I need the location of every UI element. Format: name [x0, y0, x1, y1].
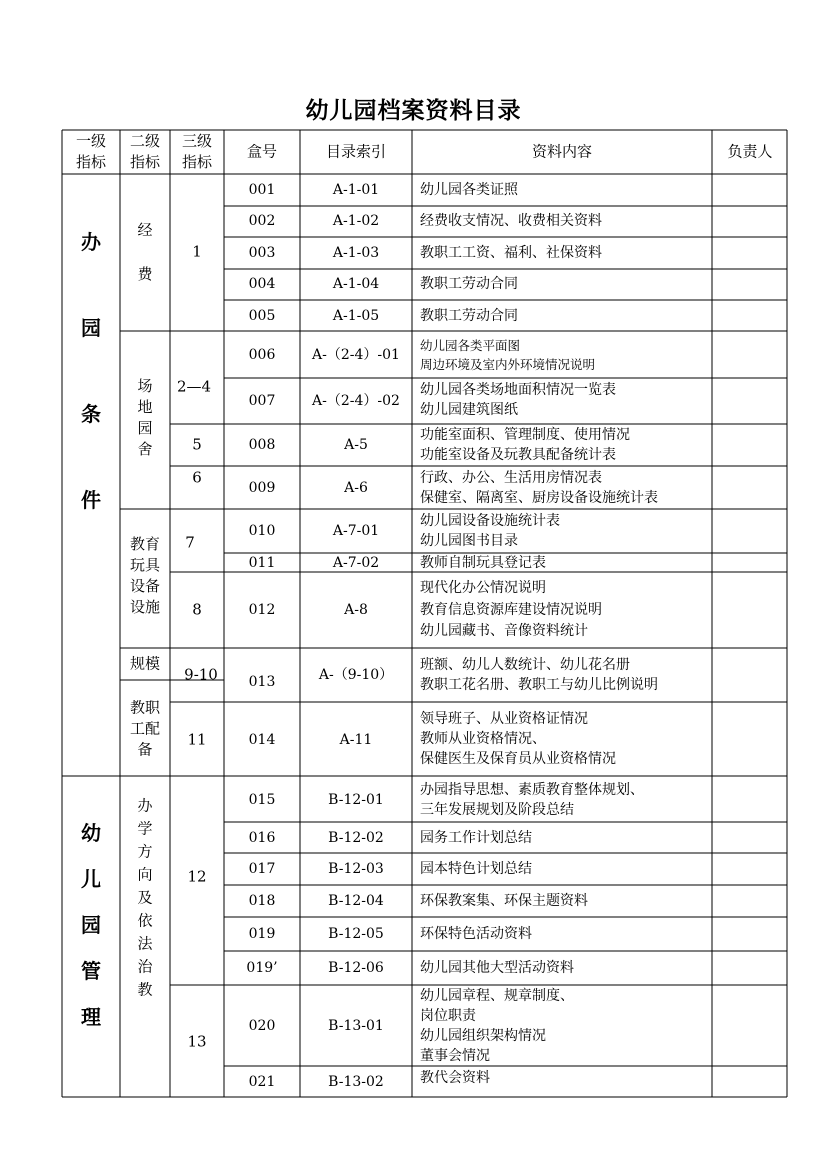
- index-code: A-5: [344, 437, 368, 453]
- index-code: A-1-05: [332, 308, 380, 324]
- box-number: 007: [248, 393, 276, 409]
- content-line: 环保教案集、环保主题资料: [420, 893, 588, 909]
- content-cell: 领导班子、从业资格证情况 教师从业资格情况、 保健医生及保育员从业资格情况: [420, 711, 616, 767]
- box-number: 003: [248, 245, 276, 261]
- content-cell: 幼儿园各类平面图 周边环境及室内外环境情况说明: [420, 338, 596, 372]
- content-cell: 功能室面积、管理制度、使用情况 功能室设备及玩教具配备统计表: [420, 427, 630, 463]
- index-code: A-7-02: [332, 555, 380, 571]
- header-level1: 一级 指标: [75, 132, 107, 171]
- index-code: A-8: [344, 602, 368, 618]
- content-line: 教职工工资、福利、社保资料: [420, 245, 602, 261]
- content-cell: 幼儿园设备设施统计表 幼儿园图书目录: [420, 513, 560, 549]
- index-code: A-（9-10）: [318, 667, 394, 683]
- level2-item: 经 费: [137, 221, 153, 283]
- index-code: A-1-01: [332, 182, 380, 198]
- box-number: 008: [248, 437, 276, 453]
- content-line: 园本特色计划总结: [420, 861, 532, 877]
- level3-item: 1: [192, 242, 202, 261]
- level3-item: 13: [187, 1032, 207, 1051]
- index-code: A-1-03: [332, 245, 380, 261]
- level3-item: 12: [187, 867, 207, 886]
- box-number: 019: [248, 926, 276, 942]
- level2-item: 教职 工配 备: [129, 698, 161, 759]
- page-title: 幼儿园档案资料目录: [305, 97, 522, 124]
- level3-item: 8: [192, 600, 202, 619]
- box-number: 009: [248, 480, 276, 496]
- content-line: 经费收支情况、收费相关资料: [420, 213, 602, 229]
- box-number: 019’: [246, 960, 278, 976]
- box-number: 018: [248, 893, 276, 909]
- content-line: 教职工劳动合同: [420, 308, 518, 324]
- box-number: 010: [248, 523, 276, 539]
- level3-item: 9-10: [184, 665, 218, 684]
- content-cell: 幼儿园章程、规章制度、 岗位职责 幼儿园组织架构情况 董事会情况: [420, 988, 574, 1064]
- level2-item: 场 地 园 舍: [137, 377, 153, 458]
- box-number: 004: [248, 276, 276, 292]
- box-number: 013: [248, 674, 276, 690]
- box-number: 017: [248, 861, 276, 877]
- box-number: 015: [248, 792, 276, 808]
- content-cell: 现代化办公情况说明 教育信息资源库建设情况说明 幼儿园藏书、音像资料统计: [420, 579, 602, 639]
- index-code: A-6: [344, 480, 368, 496]
- index-code: A-11: [339, 732, 373, 748]
- index-code: A-（2-4）-02: [312, 393, 400, 409]
- content-line: 教师自制玩具登记表: [420, 555, 546, 571]
- level3-item: 2—4: [176, 377, 212, 396]
- index-code: B-12-01: [328, 792, 384, 808]
- header-box: 盒号: [246, 142, 278, 161]
- level1-item: 幼 儿 园 管 理: [81, 821, 101, 1029]
- content-line: 幼儿园其他大型活动资料: [420, 960, 574, 976]
- index-code: B-13-01: [328, 1018, 384, 1034]
- index-code: A-（2-4）-01: [312, 347, 400, 363]
- header-level2: 二级 指标: [129, 132, 161, 171]
- level3-item: 6: [192, 468, 202, 487]
- index-code: B-12-04: [328, 893, 384, 909]
- index-code: B-12-05: [328, 926, 384, 942]
- header-content: 资料内容: [531, 142, 593, 161]
- level2-item: 规模: [129, 654, 161, 673]
- content-line: 教职工劳动合同: [420, 276, 518, 292]
- header-level3: 三级 指标: [181, 132, 213, 171]
- index-code: A-1-04: [332, 276, 380, 292]
- level3-item: 11: [187, 730, 207, 749]
- index-code: B-12-06: [328, 960, 384, 976]
- box-number: 012: [248, 602, 276, 618]
- content-line: 幼儿园各类证照: [420, 182, 518, 198]
- level1-item: 办 园 条 件: [81, 230, 101, 512]
- index-code: B-12-02: [328, 830, 384, 846]
- content-cell: 办园指导思想、素质教育整体规划、 三年发展规划及阶段总结: [420, 782, 644, 818]
- level2-item: 办 学 方 向 及 依 法 治 教: [137, 796, 153, 999]
- index-code: A-7-01: [332, 523, 380, 539]
- level3-item: 5: [192, 435, 202, 454]
- content-line: 环保特色活动资料: [420, 926, 532, 942]
- level2-item: 教育 玩具 设备 设施: [129, 535, 161, 616]
- box-number: 020: [248, 1018, 276, 1034]
- box-number: 001: [248, 182, 276, 198]
- header-owner: 负责人: [727, 142, 773, 161]
- content-line: 教代会资料: [420, 1070, 490, 1086]
- content-line: 园务工作计划总结: [420, 830, 532, 846]
- content-cell: 行政、办公、生活用房情况表 保健室、隔离室、厨房设备设施统计表: [420, 470, 658, 506]
- box-number: 005: [248, 308, 276, 324]
- box-number: 021: [248, 1074, 276, 1090]
- index-code: B-12-03: [328, 861, 384, 877]
- content-cell: 幼儿园各类场地面积情况一览表 幼儿园建筑图纸: [420, 382, 616, 418]
- content-cell: 班额、幼儿人数统计、幼儿花名册 教职工花名册、教职工与幼儿比例说明: [420, 657, 658, 693]
- box-number: 016: [248, 830, 276, 846]
- box-number: 014: [248, 732, 276, 748]
- box-number: 011: [248, 555, 276, 571]
- box-number: 006: [248, 347, 276, 363]
- level3-item: 7: [185, 533, 195, 552]
- index-code: B-13-02: [328, 1074, 384, 1090]
- header-index: 目录索引: [325, 142, 387, 161]
- box-number: 002: [248, 213, 276, 229]
- index-code: A-1-02: [332, 213, 380, 229]
